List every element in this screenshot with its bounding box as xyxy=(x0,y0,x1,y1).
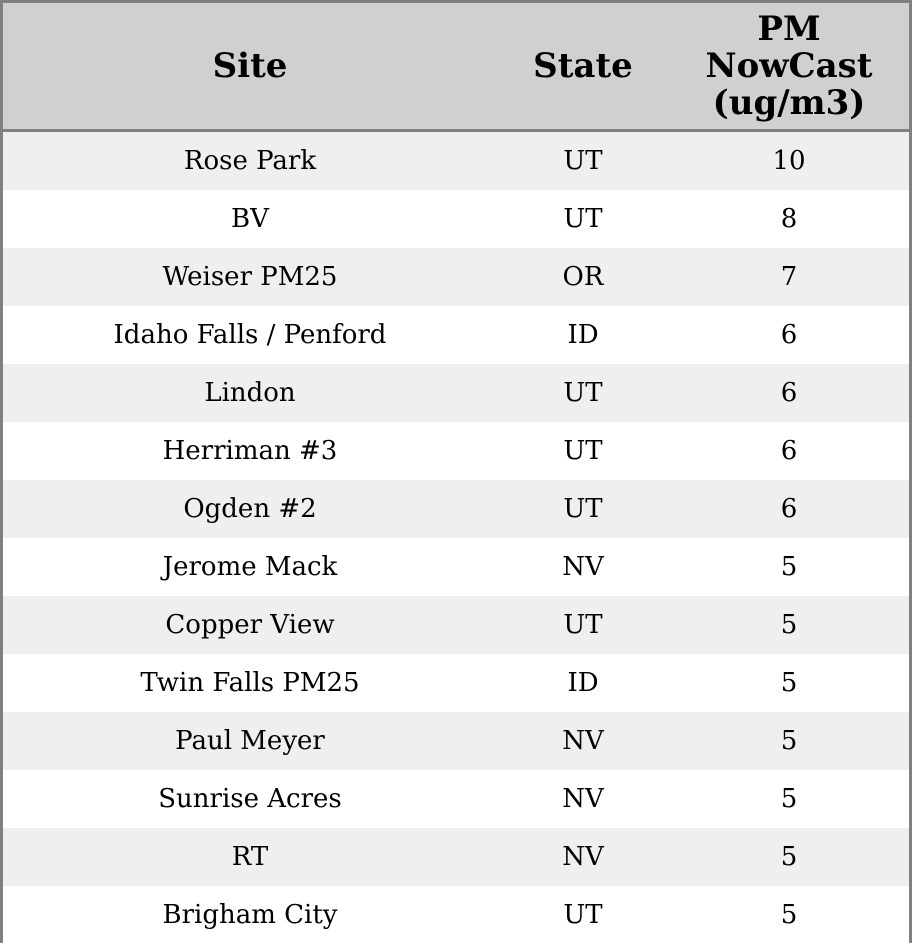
cell-site: Herriman #3 xyxy=(162,436,338,466)
cell-pm-nowcast: 6 xyxy=(780,494,798,524)
cell-pm-nowcast: 6 xyxy=(780,436,798,466)
cell-site: Jerome Mack xyxy=(162,552,338,582)
cell-site: Copper View xyxy=(165,610,335,640)
header-state: State xyxy=(533,45,633,86)
cell-state: UT xyxy=(563,146,603,176)
cell-site: Idaho Falls / Penford xyxy=(113,320,387,350)
table-row xyxy=(3,654,909,712)
cell-pm-nowcast: 5 xyxy=(780,610,798,640)
cell-pm-nowcast: 10 xyxy=(772,146,806,176)
cell-state: UT xyxy=(563,378,603,408)
cell-state: UT xyxy=(563,610,603,640)
cell-state: UT xyxy=(563,494,603,524)
table-row xyxy=(3,190,909,248)
cell-site: Weiser PM25 xyxy=(162,262,338,292)
table-row xyxy=(3,480,909,538)
table-row xyxy=(3,712,909,770)
cell-site: Sunrise Acres xyxy=(158,784,342,814)
table-row xyxy=(3,886,909,944)
cell-pm-nowcast: 5 xyxy=(780,552,798,582)
cell-state: ID xyxy=(567,320,599,350)
cell-pm-nowcast: 6 xyxy=(780,378,798,408)
table-row xyxy=(3,538,909,596)
cell-pm-nowcast: 8 xyxy=(780,204,798,234)
cell-pm-nowcast: 6 xyxy=(780,320,798,350)
cell-pm-nowcast: 5 xyxy=(780,842,798,872)
cell-site: Lindon xyxy=(204,378,296,408)
cell-site: Ogden #2 xyxy=(183,494,317,524)
table-row xyxy=(3,248,909,306)
cell-state: UT xyxy=(563,204,603,234)
cell-state: NV xyxy=(562,552,604,582)
cell-state: NV xyxy=(562,784,604,814)
table-row xyxy=(3,306,909,364)
table-body xyxy=(3,132,909,944)
table-row xyxy=(3,364,909,422)
cell-site: Paul Meyer xyxy=(175,726,325,756)
table-row xyxy=(3,422,909,480)
cell-state: ID xyxy=(567,668,599,698)
table-row xyxy=(3,828,909,886)
header-pm-nowcast: PM NowCast (ug/m3) xyxy=(705,8,873,123)
cell-pm-nowcast: 5 xyxy=(780,784,798,814)
header-site: Site xyxy=(212,45,288,86)
cell-state: UT xyxy=(563,900,603,930)
cell-site: RT xyxy=(231,842,269,872)
cell-site: Rose Park xyxy=(183,146,317,176)
cell-pm-nowcast: 7 xyxy=(780,262,798,292)
cell-state: OR xyxy=(562,262,604,292)
cell-state: NV xyxy=(562,842,604,872)
table-row xyxy=(3,132,909,190)
cell-site: Brigham City xyxy=(162,900,338,930)
cell-site: Twin Falls PM25 xyxy=(140,668,360,698)
cell-state: NV xyxy=(562,726,604,756)
table-header xyxy=(3,3,909,132)
cell-state: UT xyxy=(563,436,603,466)
table-row xyxy=(3,596,909,654)
table-row xyxy=(3,770,909,828)
cell-pm-nowcast: 5 xyxy=(780,668,798,698)
cell-site: BV xyxy=(231,204,269,234)
cell-pm-nowcast: 5 xyxy=(780,900,798,930)
cell-pm-nowcast: 5 xyxy=(780,726,798,756)
